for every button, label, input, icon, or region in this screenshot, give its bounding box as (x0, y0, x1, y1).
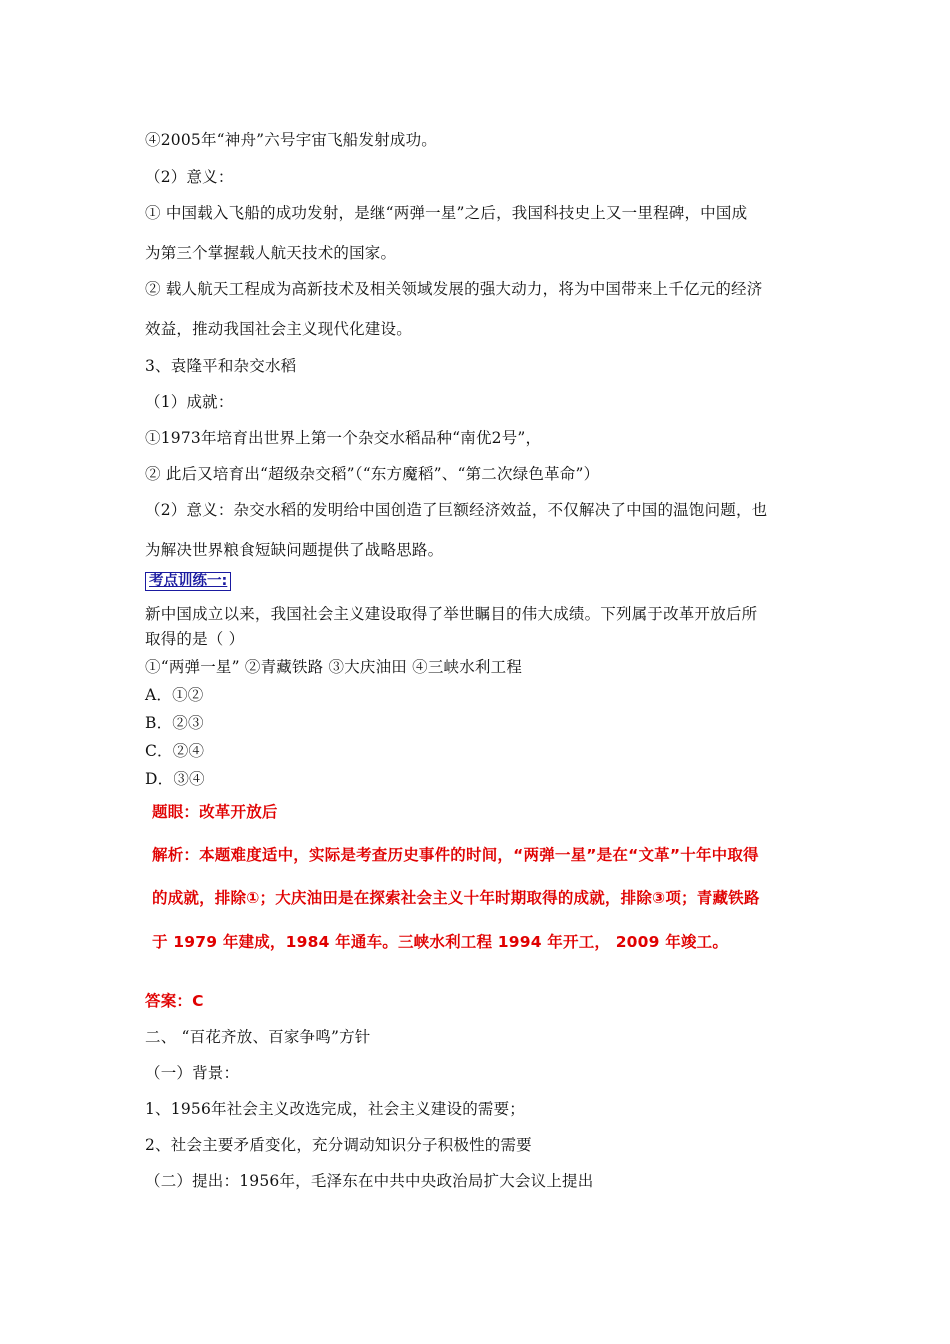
text-line: 效益，推动我国社会主义现代化建设。 (145, 320, 412, 338)
question-text: 取得的是（ ） (145, 630, 245, 648)
question-text: 新中国成立以来，我国社会主义建设取得了举世瞩目的伟大成绩。下列属于改革开放后所 (145, 605, 758, 623)
text-line: （一）背景： (145, 1064, 240, 1082)
analysis-line: 于 1979 年建成，1984 年通车。三峡水利工程 1994 年开工， 2009 年竣工。 (152, 933, 729, 951)
option-d: D．③④ (145, 770, 205, 788)
option-c: C．②④ (145, 742, 205, 760)
text-line: ① 中国载入飞船的成功发射，是继“两弹一星”之后，我国科技史上又一里程碑，中国成 (145, 204, 748, 222)
section-heading: 3、袁隆平和杂交水稻 (145, 357, 297, 375)
key-point: 题眼：改革开放后 (152, 803, 278, 821)
text-line: 2、社会主要矛盾变化，充分调动知识分子积极性的需要 (145, 1136, 532, 1154)
text-line: ④2005年“神舟”六号宇宙飞船发射成功。 (145, 131, 437, 149)
text-line: （2）意义： (145, 168, 234, 186)
analysis-line: 解析：本题难度适中，实际是考查历史事件的时间，“两弹一星”是在“文革”十年中取得 (152, 846, 759, 864)
option-a: A．①② (145, 686, 204, 704)
option-b: B．②③ (145, 714, 204, 732)
text-line: ①1973年培育出世界上第一个杂交水稻品种“南优2号”， (145, 429, 542, 447)
text-line: 为第三个掌握载人航天技术的国家。 (145, 244, 397, 262)
exercise-heading: 考点训练一: (145, 572, 231, 591)
analysis-line: 的成就，排除①；大庆油田是在探索社会主义十年时期取得的成就，排除③项；青藏铁路 (152, 889, 760, 907)
answer: 答案：C (145, 992, 204, 1010)
text-line: 为解决世界粮食短缺问题提供了战略思路。 (145, 541, 444, 559)
text-line: 1、1956年社会主义改选完成，社会主义建设的需要； (145, 1100, 526, 1118)
question-items: ①“两弹一星” ②青藏铁路 ③大庆油田 ④三峡水利工程 (145, 658, 523, 676)
text-line: （1）成就： (145, 393, 234, 411)
text-line: ② 此后又培育出“超级杂交稻”（“东方魔稻”、“第二次绿色革命”） (145, 465, 600, 483)
text-line: ② 载人航天工程成为高新技术及相关领域发展的强大动力，将为中国带来上千亿元的经济 (145, 280, 763, 298)
section-heading: 二、 “百花齐放、百家争鸣”方针 (145, 1028, 371, 1046)
text-line: （2）意义：杂交水稻的发明给中国创造了巨额经济效益，不仅解决了中国的温饱问题，也 (145, 501, 768, 519)
text-line: （二）提出：1956年，毛泽东在中共中央政治局扩大会议上提出 (145, 1172, 594, 1190)
